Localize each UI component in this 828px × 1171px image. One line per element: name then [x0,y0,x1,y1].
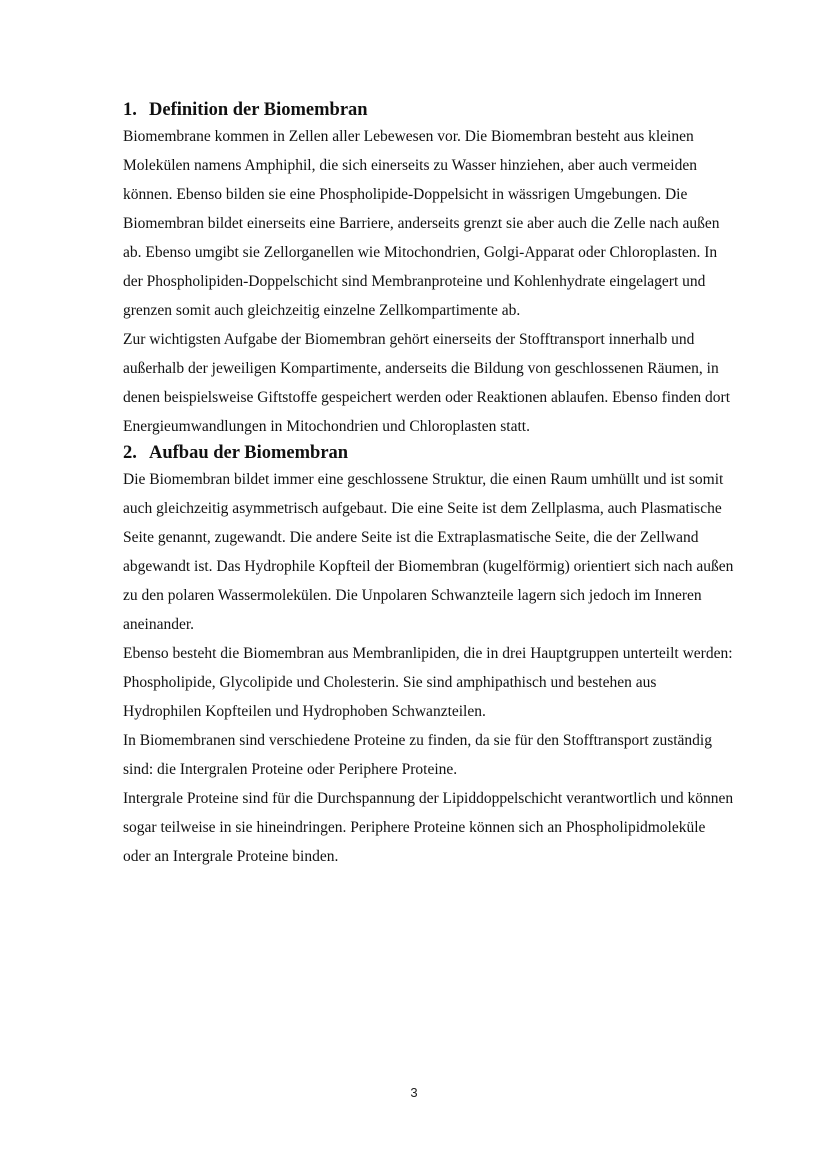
section-number: 2. [123,443,137,463]
paragraph: Ebenso besteht die Biomembran aus Membranlipiden, die in drei Hauptgruppen unterteilt werden: Phospholipide, Glycolipide und Cholesterin. Sie sind amphipathisch und bestehen aus Hydrophilen Kopfteilen und Hydrophoben Schwanzteilen. [123,645,733,720]
paragraph: In Biomembranen sind verschiedene Proteine zu finden, da sie für den Stofftransport zuständig sind: die Intergralen Proteine oder Periphere Proteine. [123,732,712,778]
page-number: 3 [410,1085,418,1100]
section-title: Definition der Biomembran [149,100,368,120]
paragraph: Intergrale Proteine sind für die Durchspannung der Lipiddoppelschicht verantwortlich und können sogar teilweise in sie hineindringen. Periphere Proteine können sich an Phospholipidmoleküle oder an Intergrale Proteine binden. [123,790,734,865]
paragraph: Biomembrane kommen in Zellen aller Lebewesen vor. Die Biomembran besteht aus kleinen Molekülen namens Amphiphil, die sich einerseits zu Wasser hinziehen, aber auch vermeiden können. Ebenso bilden sie eine Phospholipide-Doppelsicht in wässrigen Umgebungen. Die Biomembran bildet einerseits eine Barriere, anderseits grenzt sie aber auch die Zelle nach außen ab. Ebenso umgibt sie Zellorganellen wie Mitochondrien, Golgi-Apparat oder Chloroplasten. In der Phospholipiden-Doppelschicht sind Membranproteine und Kohlenhydrate eingelagert und grenzen somit auch gleichzeitig einzelne Zellkompartimente ab. [123,128,720,319]
paragraph: Die Biomembran bildet immer eine geschlossene Struktur, die einen Raum umhüllt und ist somit auch gleichzeitig asymmetrisch aufgebaut. Die eine Seite ist dem Zellplasma, auch Plasmatische Seite genannt, zugewandt. Die andere Seite ist die Extraplasmatische Seite, die der Zellwand abgewandt ist. Das Hydrophile Kopfteil der Biomembran (kugelförmig) orientiert sich nach außen zu den polaren Wassermolekülen. Die Unpolaren Schwanzteile lagern sich jedoch im Inneren aneinander. [123,471,734,633]
section-heading-aufbau [123,441,735,465]
page-content [123,98,735,871]
paragraph: Zur wichtigsten Aufgabe der Biomembran gehört einerseits der Stofftransport innerhalb und außerhalb der jeweiligen Kompartimente, anderseits die Bildung von geschlossenen Räumen, in denen beispielsweise Giftstoffe gespeichert werden oder Reaktionen ablaufen. Ebenso finden dort Energieumwandlungen in Mitochondrien und Chloroplasten statt. [123,331,731,435]
section-number: 1. [123,100,137,120]
section-title: Aufbau der Biomembran [149,443,349,463]
section-heading-definition [123,98,735,122]
